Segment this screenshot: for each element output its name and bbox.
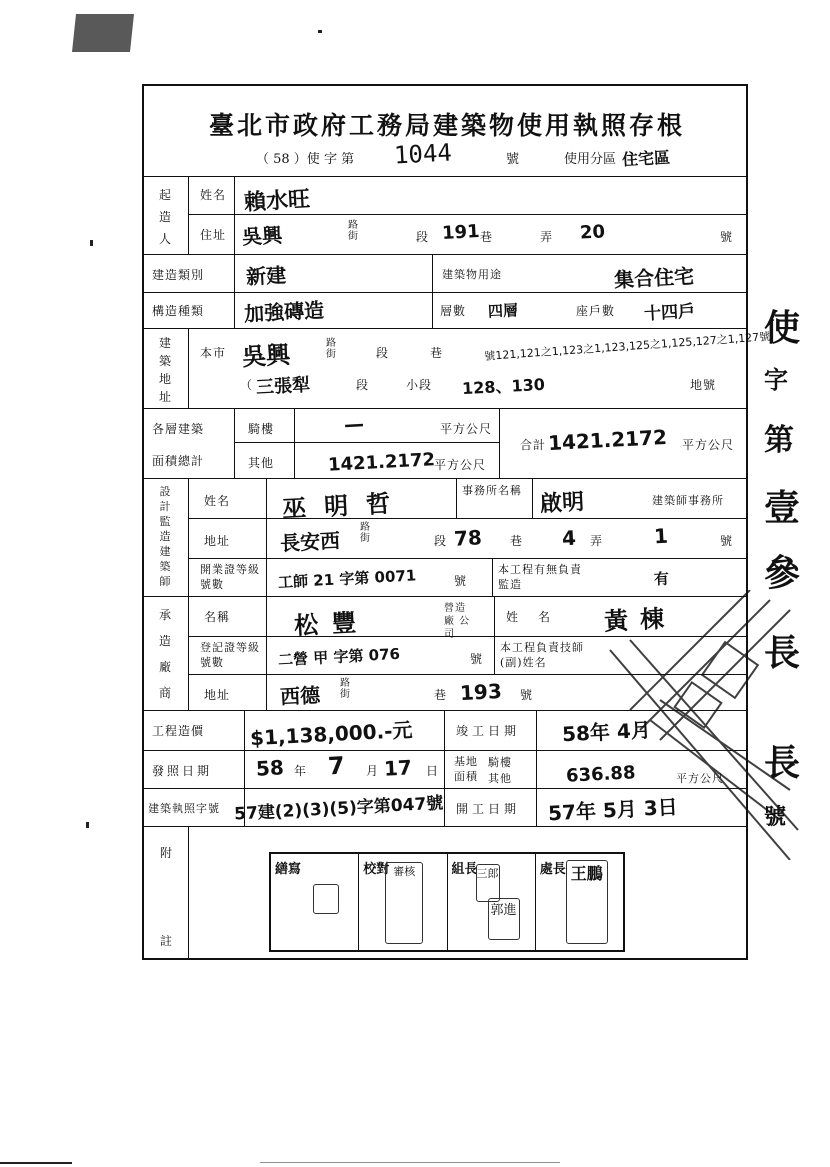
chief-seal-2: 郭進 bbox=[488, 898, 520, 940]
architect-nong: 弄 bbox=[590, 534, 604, 548]
applicant-road-word: 路街 bbox=[348, 220, 359, 242]
issue-date-label: 發照日期 bbox=[152, 764, 213, 778]
applicant-nong-no: 20 bbox=[579, 221, 606, 244]
location-subsection-word: 小段 bbox=[406, 378, 433, 392]
floors-value: 四層 bbox=[487, 301, 519, 321]
location-section: 三張犁 bbox=[255, 374, 311, 399]
vrule-applicant-group bbox=[188, 176, 189, 254]
stamp-cell-clerk bbox=[271, 854, 359, 950]
architect-addr-road: 長安西 bbox=[279, 528, 341, 556]
side-stamp-char-0: 使 bbox=[764, 307, 801, 349]
building-use-label: 建築物用途 bbox=[442, 268, 502, 281]
clerk-seal bbox=[313, 884, 339, 914]
form-title: 臺北市政府工務局建築物使用執照存根 bbox=[208, 111, 685, 140]
issue-day: 17 bbox=[383, 755, 413, 781]
building-type-label: 建造類別 bbox=[152, 268, 205, 282]
rule-after-area bbox=[144, 478, 748, 479]
issue-year-word: 年 bbox=[294, 764, 308, 778]
location-lot: 128、130 bbox=[461, 374, 546, 399]
rule-after-architect bbox=[144, 596, 748, 597]
location-city: 本市 bbox=[200, 346, 227, 360]
applicant-addr-label: 住址 bbox=[200, 228, 227, 242]
side-stamp-char-6: 長 bbox=[764, 742, 801, 784]
floors-label: 層數 bbox=[440, 304, 467, 318]
permit-prefix: （ 58 ）使 字 第 bbox=[256, 152, 355, 167]
vrule-notes-label bbox=[188, 826, 189, 960]
site-area-value: 636.88 bbox=[565, 762, 636, 787]
contractor-xiang: 巷 bbox=[434, 688, 448, 702]
building-type-value: 新建 bbox=[245, 262, 287, 290]
contractor-name-value: 松豐 bbox=[293, 608, 371, 640]
contractor-road-word: 路街 bbox=[340, 678, 351, 700]
architect-license-label: 開業證等級號數 bbox=[200, 563, 260, 591]
architect-license-hao: 號 bbox=[454, 574, 468, 588]
rule-arch-2 bbox=[188, 558, 748, 559]
location-label: 建築地址 bbox=[158, 336, 171, 404]
applicant-lane-no: 191 bbox=[441, 221, 481, 244]
architect-addr-label: 地址 bbox=[204, 534, 231, 548]
applicant-nong: 弄 bbox=[540, 230, 554, 244]
architect-lane: 78 bbox=[453, 525, 483, 551]
applicant-hao: 號 bbox=[720, 230, 734, 244]
architect-road-word: 路街 bbox=[360, 522, 371, 544]
completion-value: 58年 4月 bbox=[561, 717, 652, 747]
contractor-reg-hao: 號 bbox=[470, 652, 484, 666]
area-label-top: 各層建築 bbox=[152, 422, 205, 436]
side-stamp-char-7: 號 bbox=[764, 804, 787, 830]
contractor-reg-value: 二營 甲 字第 076 bbox=[277, 644, 401, 670]
cost-value: $1,138,000.-元 bbox=[249, 717, 414, 751]
vrule-type-mid bbox=[432, 254, 433, 328]
contractor-owner-value: 黃棟 bbox=[603, 604, 677, 636]
architect-office-label: 事務所名稱 bbox=[462, 484, 522, 497]
side-stamp-char-5: 長 bbox=[764, 632, 801, 674]
issue-year: 58 bbox=[255, 755, 285, 781]
architect-supervise-label: 本工程有無負責監造 bbox=[498, 563, 582, 591]
chief-seal-1: 三郎 bbox=[476, 864, 500, 902]
architect-hao-no: 1 bbox=[653, 523, 669, 549]
rule-contractor-2 bbox=[188, 674, 748, 675]
site-area-label: 基地面積 bbox=[454, 755, 478, 783]
architect-hao: 號 bbox=[720, 534, 734, 548]
cost-label: 工程造價 bbox=[152, 724, 205, 738]
vrule-applicant-label bbox=[234, 176, 235, 254]
scan-rule-bottom-mid bbox=[260, 1162, 560, 1163]
vrule-architect-group bbox=[188, 478, 189, 596]
vrule-area-total bbox=[499, 408, 500, 478]
issue-day-word: 日 bbox=[426, 764, 440, 778]
location-road: 吳興 bbox=[241, 340, 291, 372]
architect-xiang: 巷 bbox=[510, 534, 524, 548]
vrule-area-group bbox=[234, 408, 235, 478]
contractor-owner-label: 姓名 bbox=[506, 610, 571, 624]
rule-area-mid bbox=[234, 442, 499, 443]
scan-noise-dot bbox=[318, 30, 322, 33]
issue-month: 7 bbox=[327, 751, 346, 781]
applicant-xiang: 巷 bbox=[480, 230, 494, 244]
notes-label-top: 附 bbox=[160, 846, 174, 860]
side-stamp-char-3: 壹 bbox=[764, 487, 801, 529]
vrule-project-right bbox=[536, 710, 537, 826]
director-seal: 王鵬 bbox=[566, 860, 608, 944]
permit-number-value: 57建(2)(3)(5)字第047號 bbox=[233, 793, 444, 825]
contractor-addr-no: 193 bbox=[459, 678, 503, 706]
vrule-type-label bbox=[234, 254, 235, 328]
architect-nong-no: 4 bbox=[561, 525, 577, 551]
vrule-contractor-label bbox=[266, 596, 267, 710]
permit-hao: 號 bbox=[506, 152, 520, 167]
use-zone-value: 住宅區 bbox=[621, 147, 671, 170]
stamp-clerk-label: 繕寫 bbox=[275, 862, 302, 877]
vrule-architect-office-2 bbox=[532, 478, 533, 518]
side-stamp-char-4: 參 bbox=[764, 552, 801, 594]
vrule-location-group bbox=[188, 328, 189, 408]
vrule-architect-office bbox=[456, 478, 457, 518]
units-label: 座戶數 bbox=[576, 304, 616, 318]
location-duan: 段 bbox=[376, 346, 390, 360]
architect-supervise-value: 有 bbox=[653, 569, 670, 589]
permit-form: 臺北市政府工務局建築物使用執照存根 （ 58 ）使 字 第 1044 號 使用分區 住宅區 起造人 姓名 賴水旺 住址 吳興 路街 段 191 巷 弄 20 號 建造類別 新建 建築物用途 集合住宅 構造種類 加強磚造 層數 四層 座戶數 十四戶 建築地址 本市 吳興 路街 段 巷 號121,121之1,123之1,123,125之1,125,127之1,127號 （ 三張犁 段 小段 128、130 地號 各層建築 面積總計 騎樓 — 平方公尺 其他 1421.2172 平方公尺 合計 1421.2172 平方公尺 設計監造建築師 姓名 巫明哲 事務所名稱 啟明 建築師事務所 地址 長安西 路街 段 78 巷 4 弄 1 號 開業證等級號數 工師 21 字第 0071 號 本工程有無負責監造 有 承造廠商 名稱 松豐 營造廠 公司 姓名 黃棟 登記證等級號數 二營 甲 字第 076 號 本工程負責技師(副)姓名 地址 西德 路街 巷 193 號 工程造價 $1,138,000.-元 竣工日期 58年 4月 發照日期 58 年 7 月 17 日 基地面積 騎樓 其他 636.88 平方公尺 建築執照字號 57建(2)(3)(5)字第047號 開工日期 57年 5月 3日 附 註 繕寫 校對 審核 組長 三郎 郭進 處長 王鵬 bbox=[142, 84, 748, 960]
area-total-value: 1421.2172 bbox=[547, 424, 668, 456]
site-arcade-label: 騎樓 bbox=[488, 756, 512, 769]
scan-noise-left-1 bbox=[90, 240, 93, 246]
completion-label: 竣工日期 bbox=[456, 724, 521, 738]
applicant-group-label: 起造人 bbox=[158, 188, 171, 246]
stamp-cell-chief bbox=[448, 854, 536, 950]
building-use-value: 集合住宅 bbox=[613, 263, 695, 293]
contractor-tech-label: 本工程負責技師(副)姓名 bbox=[500, 641, 584, 669]
vrule-area-label bbox=[294, 408, 295, 478]
contractor-addr-label: 地址 bbox=[204, 688, 231, 702]
proof-seal: 審核 bbox=[385, 862, 423, 944]
permit-number: 1044 bbox=[393, 138, 453, 170]
rule-after-issue bbox=[144, 788, 748, 789]
area-arcade-label: 騎樓 bbox=[248, 422, 275, 436]
location-numbers: 號121,121之1,123之1,123,125之1,125,127之1,127號 bbox=[483, 330, 771, 363]
approval-stamp-box bbox=[269, 852, 625, 952]
applicant-name-label: 姓名 bbox=[200, 188, 227, 202]
rule-after-cost bbox=[144, 750, 748, 751]
notes-label-bottom: 註 bbox=[160, 934, 174, 948]
location-xiang: 巷 bbox=[430, 346, 444, 360]
issue-month-word: 月 bbox=[366, 764, 380, 778]
area-total-label: 合計 bbox=[520, 438, 547, 452]
area-other-label: 其他 bbox=[248, 456, 275, 470]
architect-duan: 段 bbox=[434, 534, 448, 548]
architect-name-label: 姓名 bbox=[204, 494, 231, 508]
scan-rule-bottom-left bbox=[0, 1162, 72, 1164]
rule-after-permit bbox=[144, 826, 748, 827]
permit-number-label: 建築執照字號 bbox=[148, 802, 220, 815]
location-section-word: 段 bbox=[356, 378, 370, 392]
architect-group-label: 設計監造建築師 bbox=[159, 485, 171, 588]
area-total-unit: 平方公尺 bbox=[682, 438, 735, 452]
scan-noise-top-left bbox=[72, 14, 134, 52]
contractor-name-label: 名稱 bbox=[204, 610, 231, 624]
area-arcade-value: — bbox=[343, 411, 365, 437]
contractor-hao: 號 bbox=[520, 688, 534, 702]
architect-name-value: 巫明哲 bbox=[281, 488, 409, 524]
location-road-word: 路街 bbox=[326, 338, 337, 360]
area-label-bottom: 面積總計 bbox=[152, 454, 205, 468]
area-arcade-unit: 平方公尺 bbox=[440, 422, 493, 436]
stamp-chief-label: 組長 bbox=[451, 862, 478, 877]
area-other-unit: 平方公尺 bbox=[434, 458, 487, 472]
contractor-group-label: 承造廠商 bbox=[158, 608, 171, 700]
applicant-duan: 段 bbox=[416, 230, 430, 244]
architect-office-suffix: 建築師事務所 bbox=[652, 494, 724, 507]
struct-type-value: 加強磚造 bbox=[243, 297, 325, 327]
contractor-reg-label: 登記證等級號數 bbox=[200, 641, 260, 669]
rule-after-struct bbox=[144, 328, 748, 329]
stamp-cell-director bbox=[536, 854, 623, 950]
site-other-label: 其他 bbox=[488, 772, 512, 785]
vrule-contractor-mid bbox=[494, 596, 495, 674]
applicant-addr-road: 吳興 bbox=[241, 222, 283, 250]
units-value: 十四戶 bbox=[643, 301, 696, 325]
rule-after-contractor bbox=[144, 710, 748, 711]
rule-arch-1 bbox=[188, 518, 748, 519]
vrule-project-mid bbox=[444, 710, 445, 826]
area-other-value: 1421.2172 bbox=[327, 449, 436, 476]
start-date-label: 開工日期 bbox=[456, 802, 521, 816]
start-date-value: 57年 5月 3日 bbox=[547, 794, 679, 826]
location-lot-word: 地號 bbox=[690, 378, 717, 392]
vrule-architect-label bbox=[266, 478, 267, 596]
stamp-proof-label: 校對 bbox=[363, 862, 390, 877]
stamp-director-label: 處長 bbox=[539, 862, 566, 877]
contractor-addr-road: 西德 bbox=[279, 682, 321, 710]
side-stamp-char-2: 第 bbox=[764, 423, 794, 458]
vrule-contractor-group bbox=[188, 596, 189, 710]
contractor-company-type: 營造廠 公司 bbox=[444, 603, 471, 640]
vrule-architect-supervise bbox=[492, 558, 493, 596]
struct-type-label: 構造種類 bbox=[152, 304, 205, 318]
architect-office-value: 啟明 bbox=[539, 489, 585, 518]
side-stamp-char-1: 字 bbox=[764, 365, 788, 394]
scan-noise-left-2 bbox=[86, 822, 89, 828]
site-area-unit: 平方公尺 bbox=[676, 772, 724, 785]
stamp-cell-proof bbox=[359, 854, 447, 950]
applicant-name-value: 賴水旺 bbox=[243, 187, 311, 216]
architect-license-value: 工師 21 字第 0071 bbox=[277, 566, 417, 592]
use-zone-label: 使用分區 bbox=[564, 152, 617, 167]
